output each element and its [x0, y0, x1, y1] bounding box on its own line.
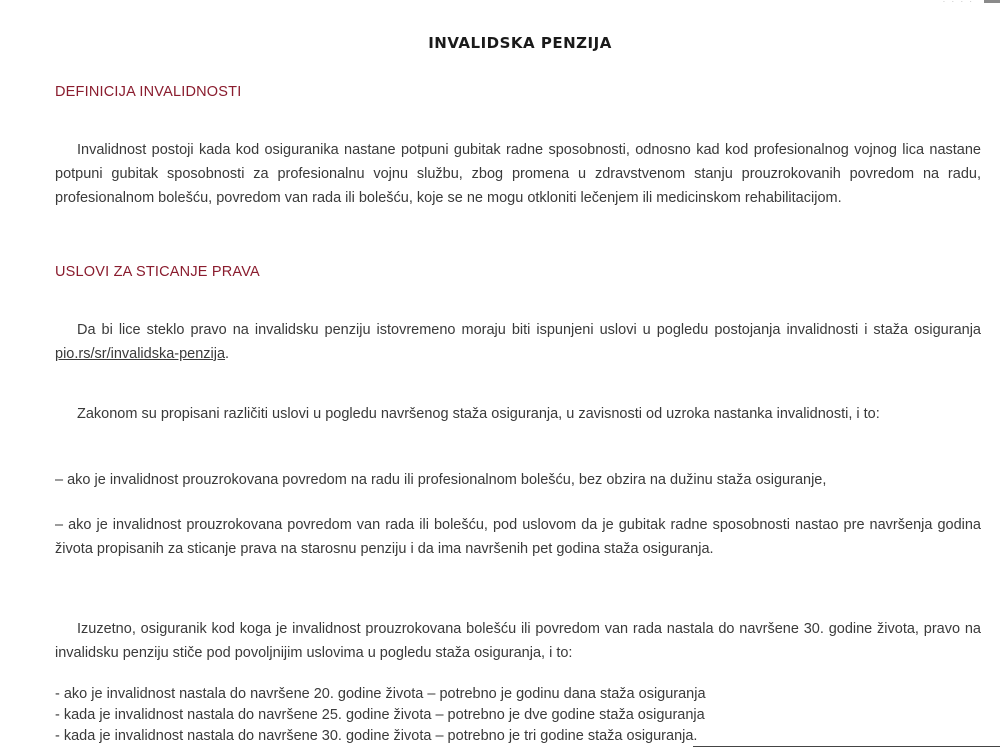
conditions-intro-end: . — [225, 346, 230, 362]
list-item: - kada je invalidnost nastala do navršene 25. godine života – potrebno je dve godine staža osiguranja — [55, 707, 705, 723]
law-paragraph: Zakonom su propisani različiti uslovi u pogledu navršenog staža osiguranja, u zavisnosti od uzroka nastanka invalidnosti, i to: — [77, 406, 880, 422]
definition-paragraph: Invalidnost postoji kada kod osiguranika nastane potpuni gubitak radne sposobnosti, odnosno kad kod profesionalnog vojnog lica nastane potpuni gubitak sposobnosti za profesionalnu vojnu službu, zbog promena u zdravstvenom stanju prouzrokovanih povredom na radu, profesionalnom bolešću, povredom van rada ili bolešću, koje se ne mogu otkloniti lečenjem ili medicinskom rehabilitacijom. — [55, 142, 981, 206]
age-conditions-list — [55, 684, 981, 747]
document-title: INVALIDSKA PENZIJA — [428, 34, 612, 52]
section-heading-uslovi: USLOVI ZA STICANJE PRAVA — [55, 264, 260, 280]
list-item: - ako je invalidnost nastala do navršene 20. godine života – potrebno je godinu dana staža osiguranja — [55, 686, 706, 702]
section-heading-definicija: DEFINICIJA INVALIDNOSTI — [55, 84, 242, 100]
condition-work-injury: – ako je invalidnost prouzrokovana povredom na radu ili profesionalnom bolešću, bez obzira na dužinu staža osiguranje, — [55, 472, 827, 488]
conditions-intro-text: Da bi lice steklo pravo na invalidsku penziju istovremeno moraju biti ispunjeni uslovi u pogledu postojanja invalidnosti i staža osiguranja — [77, 322, 981, 338]
condition-non-work-injury: – ako je invalidnost prouzrokovana povredom van rada ili bolešću, pod uslovom da je gubitak radne sposobnosti nastao pre navršenja godina života propisanih za sticanje prava na starosnu penziju i da ima navršenih pet godina staža osiguranja. — [55, 517, 981, 557]
list-item: - kada je invalidnost nastala do navršene 30. godine života – potrebno je tri godine staža osiguranja. — [55, 728, 698, 744]
exception-paragraph: Izuzetno, osiguranik kod koga je invalidnost prouzrokovana bolešću ili povredom van rada nastala do navršene 30. godine života, pravo na invalidsku penziju stiče pod povoljnijim uslovima u pogledu staža osiguranja, i to: — [55, 621, 981, 661]
bottom-rule — [693, 746, 1000, 747]
window-control-fragment: · · · · — [910, 0, 1000, 6]
conditions-intro-paragraph — [55, 318, 981, 366]
pio-link[interactable]: pio.rs/sr/invalidska-penzija — [55, 346, 226, 362]
